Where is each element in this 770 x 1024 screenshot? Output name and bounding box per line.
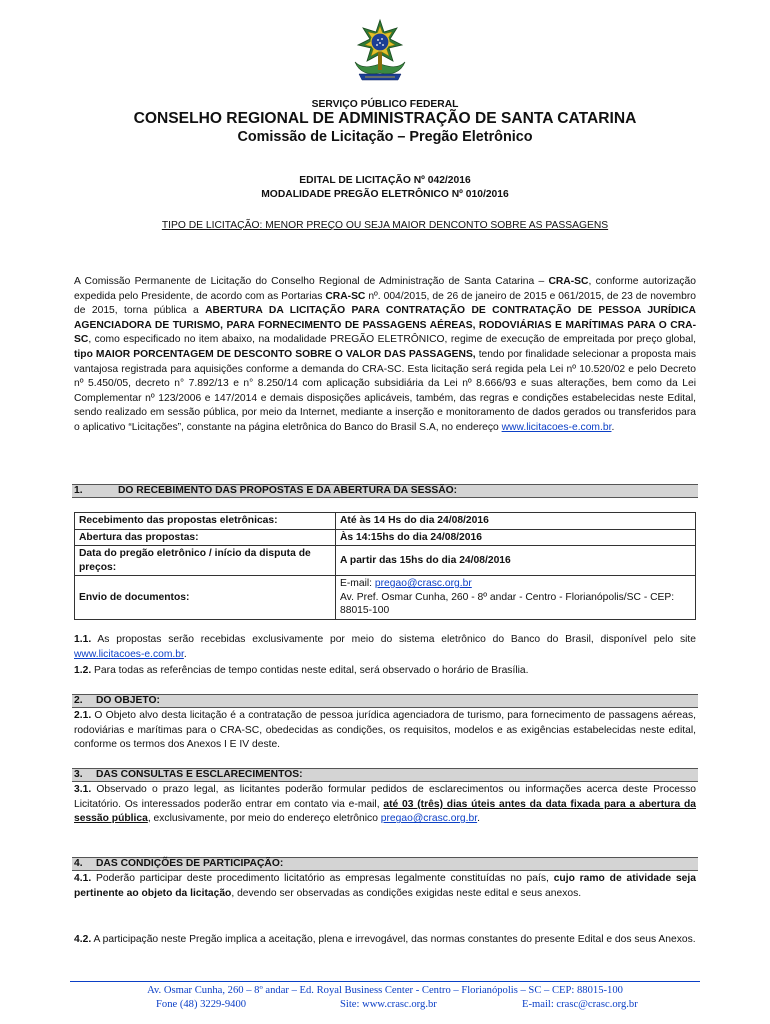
paragraph-3-1: 3.1. Observado o prazo legal, as licitantes poderão formular pedidos de esclarecimentos ou informações acerca deste Processo Licitatório. Os interessados poderão entrar em contato via e-mail, até 03 (três) dias úteis antes da data fixada para a abertura da sessão pública, exclusivamente, por meio do endereço eletrônico pregao@crasc.org.br. (74, 784, 696, 825)
footer-email: E-mail: crasc@crasc.org.br (522, 999, 638, 1010)
paragraph-4-1: 4.1. Poderão participar deste procedimento licitatório as empresas legalmente constituídas no país, cujo ramo de atividade seja pertinente ao objeto da licitação, devendo ser observadas as condições exigidas neste edital e seus anexos. (74, 873, 696, 899)
modality-number: MODALIDADE PREGÃO ELETRÔNICO Nº 010/2016 (261, 189, 509, 200)
brazil-coat-of-arms-icon (345, 18, 415, 86)
pregao-email-link[interactable]: pregao@crasc.org.br (374, 578, 472, 589)
table-cell-label: Recebimento das propostas eletrônicas: (75, 513, 336, 530)
paragraph-1-1: 1.1. As propostas serão recebidas exclusivamente por meio do sistema eletrônico do Banco do Brasil, disponível pelo site www.licitacoes-e.com.br. (74, 634, 696, 660)
table-cell-value: Até às 14 Hs do dia 24/08/2016 (336, 513, 696, 530)
table-row (75, 529, 696, 546)
paragraph-1-2: 1.2. Para todas as referências de tempo contidas neste edital, será observado o horário de Brasília. (74, 665, 529, 676)
footer-divider (70, 981, 700, 982)
intro-paragraph: A Comissão Permanente de Licitação do Conselho Regional de Administração de Santa Catarina – CRA-SC, conforme autorização expedida pelo Presidente, de acordo com as Portarias CRA-SC nº. 004/2015, de 26 de janeiro de 2015 e 061/2015, de 23 de novembro de 2015, torna pública a ABERTURA DA LICITAÇÃO PARA CONTRATAÇÃO DE CONTRATAÇÃO DE PESSOA JURÍDICA AGENCIADORA DE TURISMO, PARA FORNECIMENTO DE PASSAGENS AÉREAS, RODOVIÁRIAS E MARÍTIMAS PARA O CRA-SC, como especificado no item abaixo, na modalidade PREGÃO ELETRÔNICO, regime de execução de empreitada por preço global, tipo MAIOR PORCENTAGEM DE DESCONTO SOBRE O VALOR DAS PASSAGENS, tendo por finalidade selecionar a proposta mais vantajosa registrada para aquisições conforme a demanda do CRA-SC. Esta licitação será regida pela Lei nº 10.520/02 e pelo Decreto nº 5.450/05, decreto n° 7.892/13 e n° 8.250/14 com aplicação subsidiária da Lei nº 8.666/93 e suas alterações, bem como da Lei Complementar nº 123/2006 e 147/2014 e demais disposições aplicáveis, também, das regras e condições estabelecidas neste Edital, sendo realizado em sessão pública, por meio da Internet, mediante a inserção e monitoramento de dados gerados ou transferidos para o aplicativo “Licitações”, constante na página eletrônica do Banco do Brasil S.A, no endereço www.licitacoes-e.com.br. (74, 276, 696, 433)
table-cell-value: A partir das 15hs do dia 24/08/2016 (336, 546, 696, 576)
section-4-heading: 4. DAS CONDIÇÕES DE PARTICIPAÇÃO: (72, 857, 698, 871)
table-cell-value: Às 14:15hs do dia 24/08/2016 (336, 529, 696, 546)
licitacoes-link[interactable]: www.licitacoes-e.com.br (74, 648, 184, 660)
section-1-heading: 1. DO RECEBIMENTO DAS PROPOSTAS E DA ABERTURA DA SESSÃO: (72, 484, 698, 498)
council-title: CONSELHO REGIONAL DE ADMINISTRAÇÃO DE SANTA CATARINA (133, 110, 637, 127)
table-row (75, 576, 696, 620)
table-cell-label: Data do pregão eletrônico / início da disputa de preços: (75, 546, 336, 576)
section-3-heading: 3. DAS CONSULTAS E ESCLARECIMENTOS: (72, 768, 698, 782)
commission-subtitle: Comissão de Licitação – Pregão Eletrônico (237, 129, 533, 145)
footer-phone: Fone (48) 3229-9400 (156, 999, 247, 1010)
edital-number: EDITAL DE LICITAÇÃO Nº 042/2016 (299, 175, 471, 186)
table-cell-label: Abertura das propostas: (75, 529, 336, 546)
section-2-heading: 2. DO OBJETO: (72, 694, 698, 708)
schedule-table (74, 512, 696, 620)
service-label: SERVIÇO PÚBLICO FEDERAL (311, 99, 459, 110)
table-cell-label: Envio de documentos: (75, 576, 336, 620)
pregao-email-link[interactable]: pregao@crasc.org.br (380, 813, 478, 825)
table-row (75, 546, 696, 576)
footer-site: Site: www.crasc.org.br (340, 999, 437, 1010)
table-cell-value: E-mail: pregao@crasc.org.br Av. Pref. Osmar Cunha, 260 - 8º andar - Centro - Florianópolis/SC - CEP: 88015-100 (336, 576, 696, 620)
licitacoes-link[interactable]: www.licitacoes-e.com.br (501, 421, 612, 433)
paragraph-2-1: 2.1. O Objeto alvo desta licitação é a contratação de pessoa jurídica agenciadora de turismo, para fornecimento de passagens aéreas, rodoviárias e marítimas para o CRA-SC, obedecidas as condições, os requisitos, modelos e as exigências estabelecidas neste edital, conforme os termos dos Anexos I E IV deste. (74, 710, 696, 751)
footer-address: Av. Osmar Cunha, 260 – 8º andar – Ed. Royal Business Center - Centro – Florianópolis – SC – CEP: 88015-100 (147, 985, 623, 996)
paragraph-4-2: 4.2. A participação neste Pregão implica a aceitação, plena e irrevogável, das normas constantes do presente Edital e dos seus Anexos. (74, 934, 696, 945)
table-row (75, 513, 696, 530)
tender-type: TIPO DE LICITAÇÃO: MENOR PREÇO OU SEJA MAIOR DENCONTO SOBRE AS PASSAGENS (161, 220, 609, 231)
